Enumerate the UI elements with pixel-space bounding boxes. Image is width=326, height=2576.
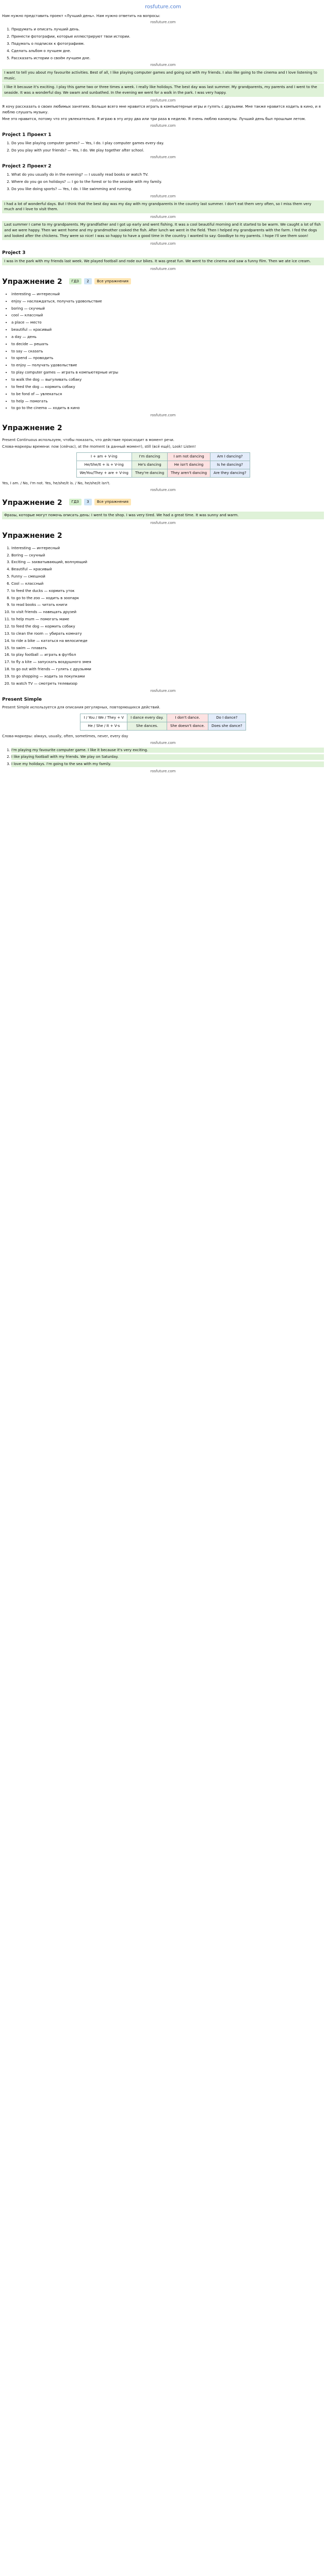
watermark: rosfuture.com	[150, 740, 176, 745]
list-item: 20. to watch TV — смотреть телевизор	[11, 681, 324, 687]
list-item: • cool — классный	[11, 313, 324, 318]
list-item: 7. to feed the ducks — кормить уток	[11, 588, 324, 594]
exercise-text: Фразы, которые могут помочь описать день: I went to the shop. I was very tired. We had a great time. It was sunny and warm.	[2, 512, 324, 519]
story-en-paragraph: I want to tell you about my favourite activities. Best of all, I like playing computer games and going out with my friends. I also like going to the cinema and I love listening to music.	[2, 69, 324, 82]
project-text: I was in the park with my friends last week. We played football and rode our bikes. It was great fun. We went to the cinema and saw a funny film. Then we ate ice cream.	[2, 258, 324, 265]
watermark: rosfuture.com	[150, 155, 176, 160]
list-item: 18. to go out with friends — гулять с друзьями	[11, 667, 324, 672]
tag-gdz[interactable]: ГДЗ	[69, 278, 82, 285]
table-cell: I + am + V-ing	[76, 453, 132, 461]
list-item: 4. Beautiful — красивый	[11, 567, 324, 572]
list-item: 9. to read books — читать книги	[11, 602, 324, 608]
list-item: 12. to feed the dog — кормить собаку	[11, 624, 324, 630]
list-item: 17. to fly a kite — запускать воздушного змея	[11, 659, 324, 665]
grammar-markers: Слова-маркеры: always, usually, often, sometimes, never, every day	[2, 734, 128, 738]
exercise-tags	[68, 499, 131, 505]
table-cell: He/She/It + is + V-ing	[76, 461, 132, 469]
list-item: 4. Сделать альбом о лучшем дне.	[11, 48, 324, 54]
table-cell: I dance every day.	[127, 714, 167, 722]
watermark: rosfuture.com	[150, 241, 176, 246]
grammar-table	[80, 714, 246, 731]
list-item: 1. Do you like playing computer games? — Yes, I do. I play computer games every day.	[11, 141, 324, 146]
table-cell: He / She / It + V-s	[80, 722, 127, 731]
exercise-title: Упражнение 2	[2, 498, 62, 507]
tag-number[interactable]: 2	[84, 278, 91, 285]
list-item: 10. to visit friends — навещать друзей	[11, 609, 324, 615]
list-item: 3. Do you like doing sports? — Yes, I do. I like swimming and running.	[11, 187, 324, 192]
list-item: • beautiful — красивый	[11, 327, 324, 333]
tag-gdz[interactable]: ГДЗ	[69, 499, 82, 505]
tag-all[interactable]: Все упражнения	[94, 499, 131, 505]
list-item: 1. Interesting — интересный	[11, 546, 324, 551]
table-cell: Does she dance?	[208, 722, 246, 731]
list-item: 14. to ride a bike — кататься на велосипеде	[11, 638, 324, 644]
project-title: Project 2 Проект 2	[2, 164, 52, 170]
story-en-paragraph: I like it because it's exciting. I play this game two or three times a week. I really like holidays. The best day was last summer. My grandparents, my parents and I went to the seaside. It was a wonderful day. We swam and sunbathed. In the evening we went for a walk in the park. I was very happy.	[2, 83, 324, 97]
page-root	[0, 0, 326, 774]
vocab-list	[6, 546, 324, 687]
list-item: 15. to swim — плавать	[11, 646, 324, 651]
project-title: Project 3	[2, 250, 26, 256]
exercise-title: Упражнение 2	[2, 278, 62, 286]
list-item: 2. I like playing football with my friends. We play on Saturday.	[11, 754, 324, 760]
story-ru-paragraph: Я хочу рассказать о своих любимых занятиях. Больше всего мне нравится играть в компьютерные игры и гулять с друзьями. Мне также нравится ходить в кино, и я люблю слушать музыку.	[2, 105, 321, 115]
list-item: • to spend — проводить	[11, 355, 324, 361]
tag-all[interactable]: Все упражнения	[94, 278, 131, 285]
list-item: 1. Придумать и описать лучший день.	[11, 27, 324, 32]
list-item: 2. Boring — скучный	[11, 553, 324, 558]
table-cell: She doesn't dance.	[167, 722, 208, 731]
table-cell: Is he dancing?	[210, 461, 250, 469]
story-ru-paragraph: Мне это нравится, потому что это увлекательно. Я играю в эту игру два или три раза в неделю. Я очень люблю каникулы. Лучший день был прошлым летом.	[2, 117, 306, 122]
list-item: 8. to go to the zoo — ходить в зоопарк	[11, 596, 324, 601]
watermark: rosfuture.com	[150, 124, 176, 128]
list-item: 13. to clean the room — убирать комнату	[11, 631, 324, 637]
table-cell: I / You / We / They + V	[80, 714, 127, 722]
table-cell: They're dancing	[132, 469, 167, 478]
story-paragraph: Last summer I came to my grandparents. My grandfather and I got up early and went fishing. It was a cool beautiful morning and it started to be warm. We caught a lot of fish and we were happy. Then we went home and my grandmother cooked the fish. After lunch we went in the field. Then I helped my grandparents with the farm. I fed the dogs and looked after the chickens. They were so nice! I was so happy to have a good time in the country. I wanted to say: Goodbye to my parents. I hope I'll see them soon!	[2, 221, 324, 240]
intro-task-list	[6, 27, 324, 61]
list-item: • to help — помогать	[11, 399, 324, 404]
list-item: 2. Do you play with your friends? — Yes, I do. We play together after school.	[11, 148, 324, 154]
list-item: 1. I'm playing my favourite computer game. I like it because it's very exciting.	[11, 748, 324, 753]
project-qa-list	[6, 141, 324, 154]
table-row	[76, 461, 250, 469]
table-cell: Am I dancing?	[210, 453, 250, 461]
watermark: rosfuture.com	[150, 267, 176, 272]
table-cell: I am not dancing	[168, 453, 210, 461]
list-item: 5. Funny — смешной	[11, 574, 324, 580]
list-item: 1. What do you usually do in the evening? — I usually read books or watch TV.	[11, 172, 324, 178]
story-paragraph: I had a lot of wonderful days. But I think that the best day was my day with my grandparents in the country last summer. I don't eat them very often, so I miss them very much and I love to visit them.	[2, 200, 324, 214]
list-item: 19. to go shopping — ходить за покупками	[11, 674, 324, 680]
table-cell: We/You/They + are + V-ing	[76, 469, 132, 478]
list-item: • to feed the dog — кормить собаку	[11, 384, 324, 390]
list-item: • enjoy — наслаждаться, получать удовольствие	[11, 299, 324, 304]
table-cell: He isn't dancing	[168, 461, 210, 469]
list-item: • to say — сказать	[11, 349, 324, 354]
exercise-tags	[68, 278, 131, 285]
table-cell: I'm dancing	[132, 453, 167, 461]
grammar-subtitle: Present Continuous используем, чтобы показать, что действие происходит в момент речи.	[2, 437, 175, 442]
exercise-title: Упражнение 2	[2, 532, 62, 540]
table-row	[76, 469, 250, 478]
table-row	[80, 722, 246, 731]
watermark: rosfuture.com	[150, 521, 176, 526]
exercise-title: Упражнение 2	[2, 424, 62, 433]
short-answers: Yes, I am. / No, I'm not. Yes, he/she/it is. / No, he/she/it isn't.	[2, 481, 110, 485]
list-item: 2. Принести фотографии, которые иллюстрируют твои истории.	[11, 34, 324, 40]
list-item: 3. Подумать о подписях к фотографиям.	[11, 41, 324, 47]
exercise-header	[2, 273, 324, 290]
table-cell: I don't dance.	[167, 714, 208, 722]
list-item: • to walk the dog — выгуливать собаку	[11, 377, 324, 383]
table-cell: They aren't dancing	[168, 469, 210, 478]
grammar-note: Слова-маркеры времени: now (сейчас), at the moment (в данный момент), still (всё ещё), Look! Listen!	[2, 444, 196, 449]
grammar-intro: Present Simple используется для описания регулярных, повторяющихся действий.	[2, 705, 160, 710]
table-cell: He's dancing	[132, 461, 167, 469]
grammar-title: Present Simple	[2, 697, 42, 703]
watermark: rosfuture.com	[150, 487, 176, 492]
table-row	[76, 453, 250, 461]
grammar-table	[76, 452, 250, 478]
watermark: rosfuture.com	[150, 215, 176, 219]
list-item: • to be fond of — увлекаться	[11, 392, 324, 397]
watermark: rosfuture.com	[150, 769, 176, 774]
exercise-header	[2, 494, 324, 511]
list-item: 16. to play football — играть в футбол	[11, 652, 324, 658]
list-item: • interesting — интересный	[11, 292, 324, 297]
list-item: • to decide — решать	[11, 342, 324, 347]
intro-line: Нам нужно представить проект «Лучший день». Нам нужно ответить на вопросы:	[2, 13, 160, 18]
list-item: • boring — скучный	[11, 306, 324, 312]
list-item: 6. Cool — классный	[11, 581, 324, 587]
list-item: 5. Рассказать истории о своём лучшем дне.	[11, 56, 324, 61]
table-cell: Do I dance?	[208, 714, 246, 722]
list-item: • a day — день	[11, 334, 324, 340]
list-item: 3. I love my holidays. I'm going to the sea with my family.	[11, 761, 324, 767]
tag-number[interactable]: 3	[84, 499, 91, 505]
table-cell: Are they dancing?	[210, 469, 250, 478]
watermark: rosfuture.com	[150, 413, 176, 418]
watermark: rosfuture.com	[150, 20, 176, 25]
project-title: Project 1 Проект 1	[2, 132, 52, 138]
list-item: 2. Where do you go on holidays? — I go to the forest or to the seaside with my family.	[11, 179, 324, 185]
table-row	[80, 714, 246, 722]
site-logo[interactable]: rosfuture.com	[145, 4, 181, 10]
list-item: 3. Exciting — захватывающий, волнующий	[11, 560, 324, 565]
list-item: • to play computer games — играть в компьютерные игры	[11, 370, 324, 376]
watermark: rosfuture.com	[150, 63, 176, 67]
list-item: 11. to help mum — помогать маме	[11, 617, 324, 622]
watermark: rosfuture.com	[150, 98, 176, 103]
table-cell: She dances.	[127, 722, 167, 731]
watermark: rosfuture.com	[150, 194, 176, 198]
vocab-list	[6, 292, 324, 411]
project-qa-list	[6, 172, 324, 192]
list-item: • a place — место	[11, 320, 324, 326]
list-item: • to enjoy — получать удовольствие	[11, 363, 324, 368]
watermark: rosfuture.com	[150, 688, 176, 693]
final-list	[6, 748, 324, 768]
list-item: • to go to the cinema — ходить в кино	[11, 405, 324, 411]
